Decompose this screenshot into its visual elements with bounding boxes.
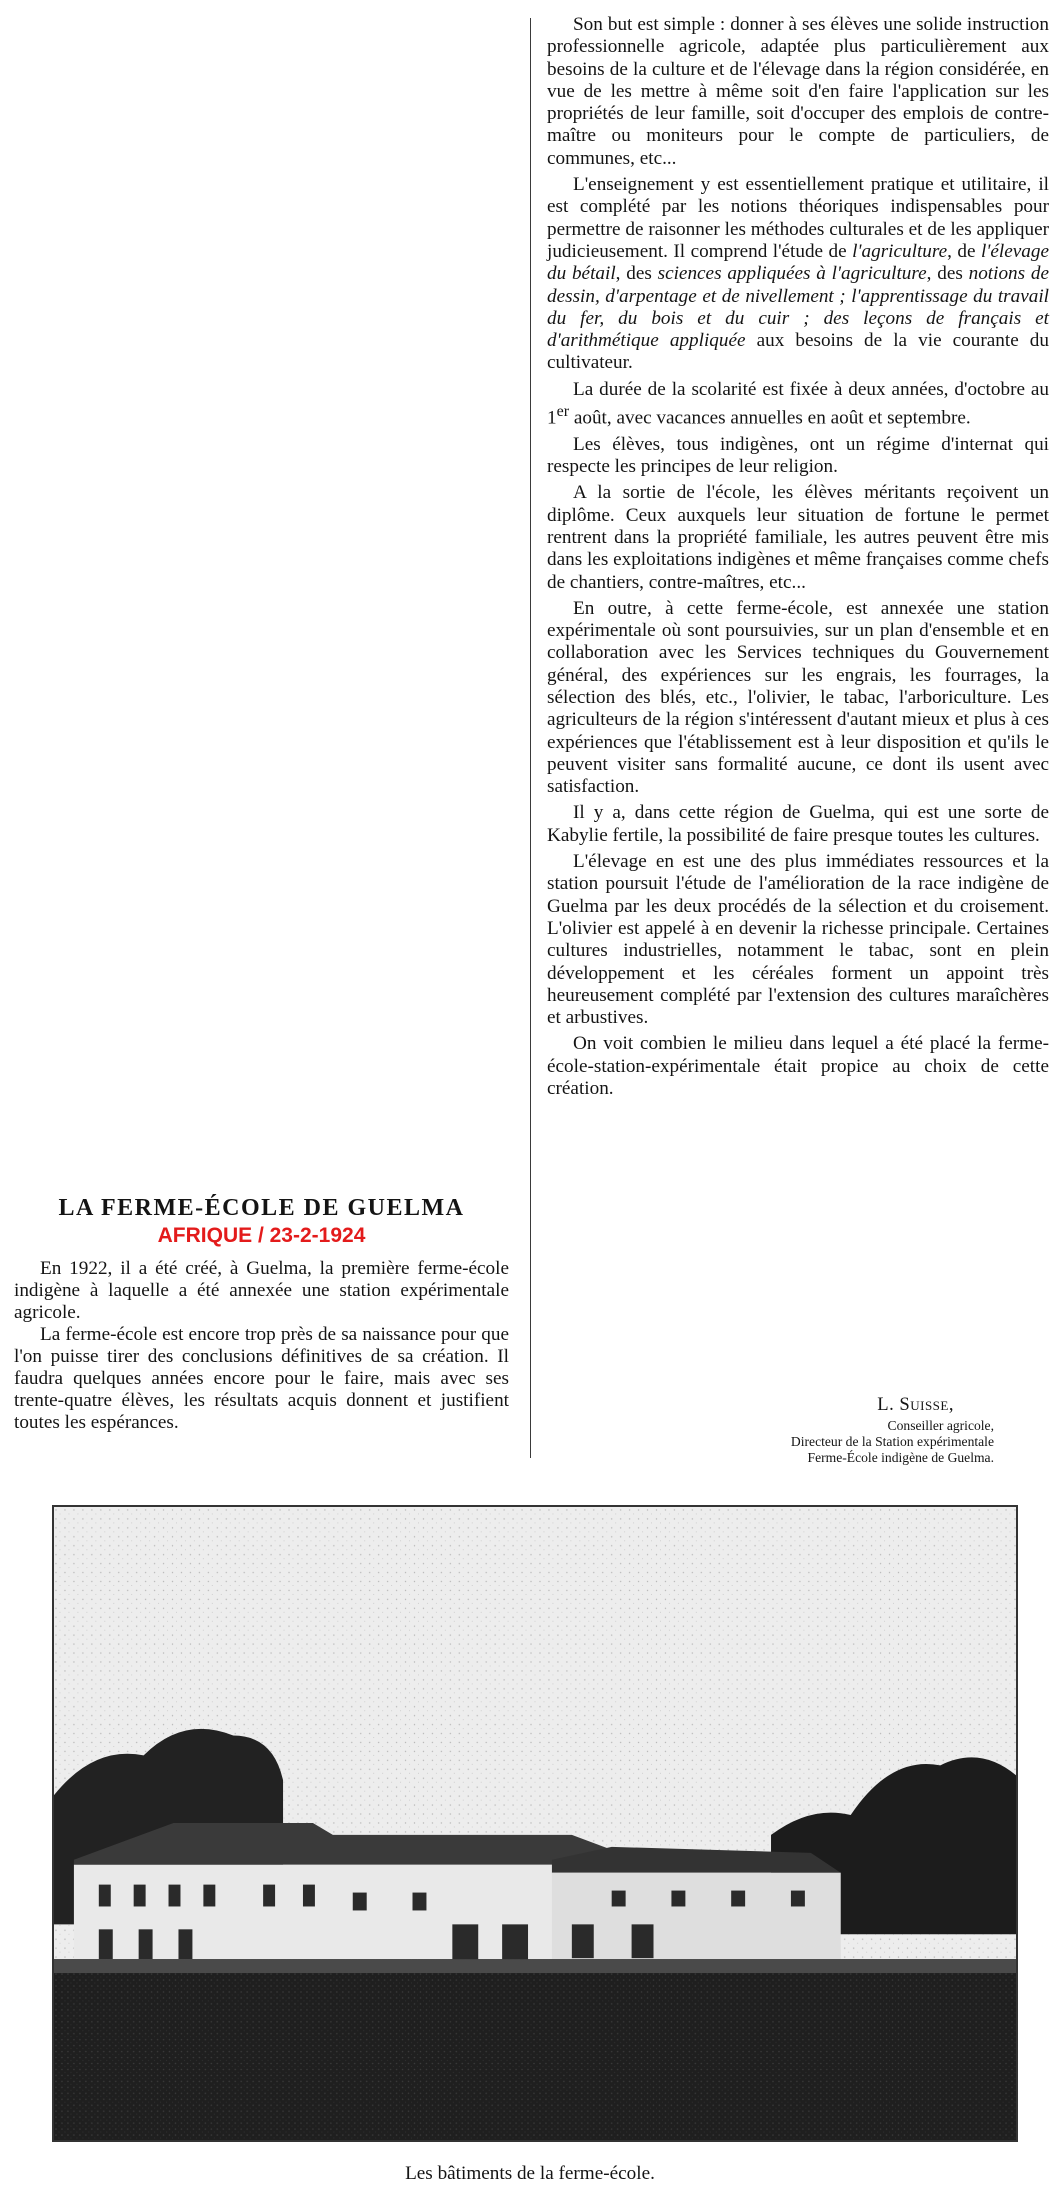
body-paragraph-4: Les élèves, tous indigènes, ont un régime d'internat qui respecte les principes de leur religion.	[547, 433, 1049, 478]
intro-paragraph-1: En 1922, il a été créé, à Guelma, la première ferme-école indigène à laquelle a été annexée une station expérimentale agricole.	[14, 1258, 509, 1323]
farm-buildings-illustration	[54, 1507, 1016, 2140]
author-name: L. Suisse,	[877, 1394, 954, 1415]
author-signature	[547, 1392, 1049, 1466]
author-title-1: Conseiller agricole,	[887, 1418, 994, 1433]
p2-italic-1: l'agriculture	[852, 240, 948, 262]
body-paragraph-2	[547, 174, 1049, 375]
left-column	[14, 1194, 509, 1434]
foreground-field	[54, 1959, 1016, 2140]
p2-tail: aux besoins de la vie courante du cultivateur.	[547, 330, 1049, 374]
field-edge	[54, 1959, 1016, 1973]
column-divider	[530, 18, 531, 1458]
p3-text-b: août, avec vacances annuelles en août et septembre.	[569, 407, 971, 429]
p2-lead: L'enseignement y est essentiellement pratique et utilitaire, il est complété par les notions théoriques indispensables pour permettre de raisonner les méthodes culturales et de les appliquer judicieusement. Il comprend l'étude de	[547, 174, 1049, 262]
p3-superscript: er	[556, 403, 570, 421]
p2-italic-2: l'élevage du bétail	[547, 240, 1049, 285]
p2-italic-3: sciences appliquées à l'agriculture	[657, 263, 927, 285]
right-column	[547, 14, 1049, 1104]
body-paragraph-6: En outre, à cette ferme-école, est annexée une station expérimentale où sont poursuivies, sur un plan d'ensemble et en collaboration avec les Services techniques du Gouvernement général, des expériences sur les engrais, les fourrages, la sélection des blés, etc., l'olivier, le tabac, l'arboriculture. Les agriculteurs de la région s'intéressent d'autant mieux et plus à ces expériences que l'établissement est à leur disposition et qu'ils le peuvent visiter sans formalité aucune, ce dont ils usent avec satisfaction.	[547, 597, 1049, 798]
body-paragraph-7: Il y a, dans cette région de Guelma, qui est une sorte de Kabylie fertile, la possibilité de faire presque toutes les cultures.	[547, 802, 1049, 846]
body-paragraph-9: On voit combien le milieu dans lequel a été placé la ferme-école-station-expérimentale était propice au choix de cette création.	[547, 1033, 1049, 1100]
author-title-3: Ferme-École indigène de Guelma.	[807, 1450, 994, 1465]
body-paragraph-8: L'élevage en est une des plus immédiates ressources et la station poursuit l'étude de l'amélioration de la race indigène de Guelma par les deux procédés de la sélection et du croisement. L'olivier est appelé à en devenir la richesse principale. Certaines cultures industrielles, notamment le tabac, sont en plein développement et les céréales forment un appoint très heureusement complété par l'extension des cultures maraîchères et arbustives.	[547, 851, 1049, 1029]
intro-paragraph-2: La ferme-école est encore trop près de sa naissance pour que l'on puisse tirer des conclusions définitives de sa création. Il faudra quelques années encore pour le faire, mais avec ses trente-quatre élèves, les résultats acquis donnent et justifient toutes les espérances.	[14, 1324, 509, 1433]
photo-caption: Les bâtiments de la ferme-école.	[405, 2163, 655, 2184]
body-paragraph-1: Son but est simple : donner à ses élèves une solide instruction professionnelle agricole, adaptée plus particulièrement aux besoins de la culture et de l'élevage dans la région considérée, en vue de les mettre à même soit d'en faire l'application sur les propriétés de leur famille, soit d'occuper des emplois de contre-maître ou moniteurs pour le compte de particuliers, de communes, etc...	[547, 14, 1049, 169]
body-paragraph-3	[547, 379, 1049, 430]
author-title-2: Directeur de la Station expérimentale	[790, 1434, 994, 1449]
p2-italic-4: notions de dessin, d'arpentage et de nivellement ; l'apprentissage du travail du fer, du bois et du cuir ; des leçons de français et d'arithmétique appliquée	[547, 263, 1049, 352]
article-title: LA FERME-ÉCOLE DE GUELMA	[58, 1195, 465, 1221]
wing-building	[552, 1873, 841, 1962]
body-paragraph-5: A la sortie de l'école, les élèves méritants reçoivent un diplôme. Ceux auxquels leur situation de fortune le permet rentrent dans la propriété familiale, les autres peuvent être mis dans les exploitations indigènes et même françaises comme chefs de chantiers, contre-maîtres, etc...	[547, 482, 1049, 593]
p3-text-a: La durée de la scolarité est fixée à deux années, d'octobre au 1	[547, 378, 1049, 429]
p2-text-3: , des	[926, 263, 969, 285]
p2-text-2: , des	[615, 263, 658, 285]
p2-text-1: , de	[947, 240, 981, 262]
source-annotation: AFRIQUE / 23-2-1924	[157, 1224, 366, 1247]
farm-school-photo	[52, 1505, 1018, 2142]
